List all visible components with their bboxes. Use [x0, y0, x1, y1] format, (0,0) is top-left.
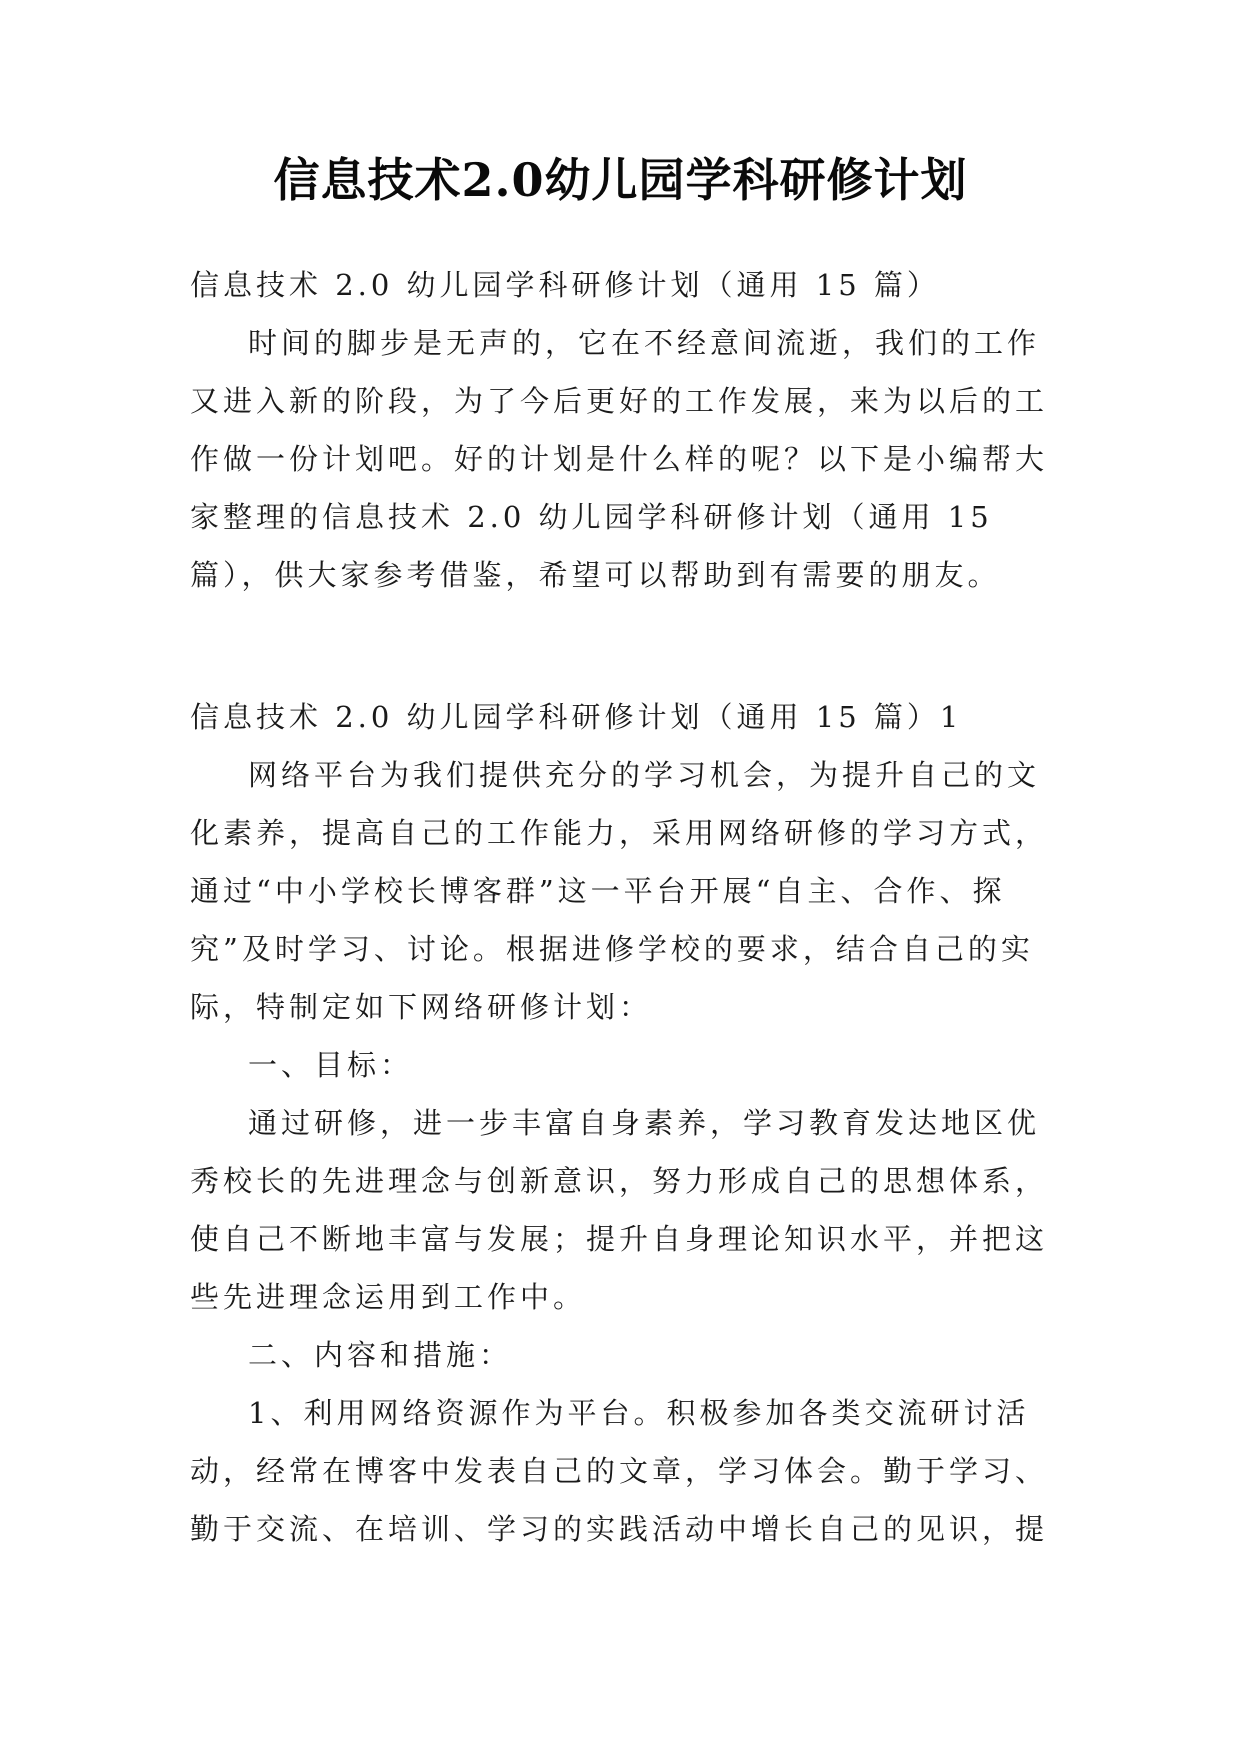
- article-1-paragraph-2: 通过研修，进一步丰富自身素养，学习教育发达地区优秀校长的先进理念与创新意识，努力形成自己的思想体系，使自己不断地丰富与发展；提升自身理论知识水平，并把这些先进理念运用到工作中。: [190, 1106, 1049, 1314]
- section-1-heading: 一、目标：: [248, 1048, 414, 1082]
- document-title: 信息技术2.0幼儿园学科研修计划: [273, 153, 968, 207]
- article-1-paragraph-3: 1、利用网络资源作为平台。积极参加各类交流研讨活动，经常在博客中发表自己的文章，学习体会。勤于学习、勤于交流、在培训、学习的实践活动中增长自己的见识，提: [190, 1396, 1049, 1546]
- article-1-section: [190, 688, 1050, 1558]
- intro-paragraph: 时间的脚步是无声的，它在不经意间流逝，我们的工作又进入新的阶段，为了今后更好的工作发展，来为以后的工作做一份计划吧。好的计划是什么样的呢？以下是小编帮大家整理的信息技术 2.0 幼儿园学科研修计划（通用 15 篇），供大家参考借鉴，希望可以帮助到有需要的朋友。: [190, 326, 1049, 592]
- article-1-heading: 信息技术 2.0 幼儿园学科研修计划（通用 15 篇）1: [190, 700, 963, 734]
- section-2-heading: 二、内容和措施：: [248, 1338, 513, 1372]
- intro-heading: 信息技术 2.0 幼儿园学科研修计划（通用 15 篇）: [190, 268, 940, 302]
- intro-section: [190, 256, 1050, 604]
- article-1-paragraph-1: 网络平台为我们提供充分的学习机会，为提升自己的文化素养，提高自己的工作能力，采用网络研修的学习方式，通过“中小学校长博客群”这一平台开展“自主、合作、探究”及时学习、讨论。根据进修学校的要求，结合自己的实际，特制定如下网络研修计划：: [190, 758, 1049, 1024]
